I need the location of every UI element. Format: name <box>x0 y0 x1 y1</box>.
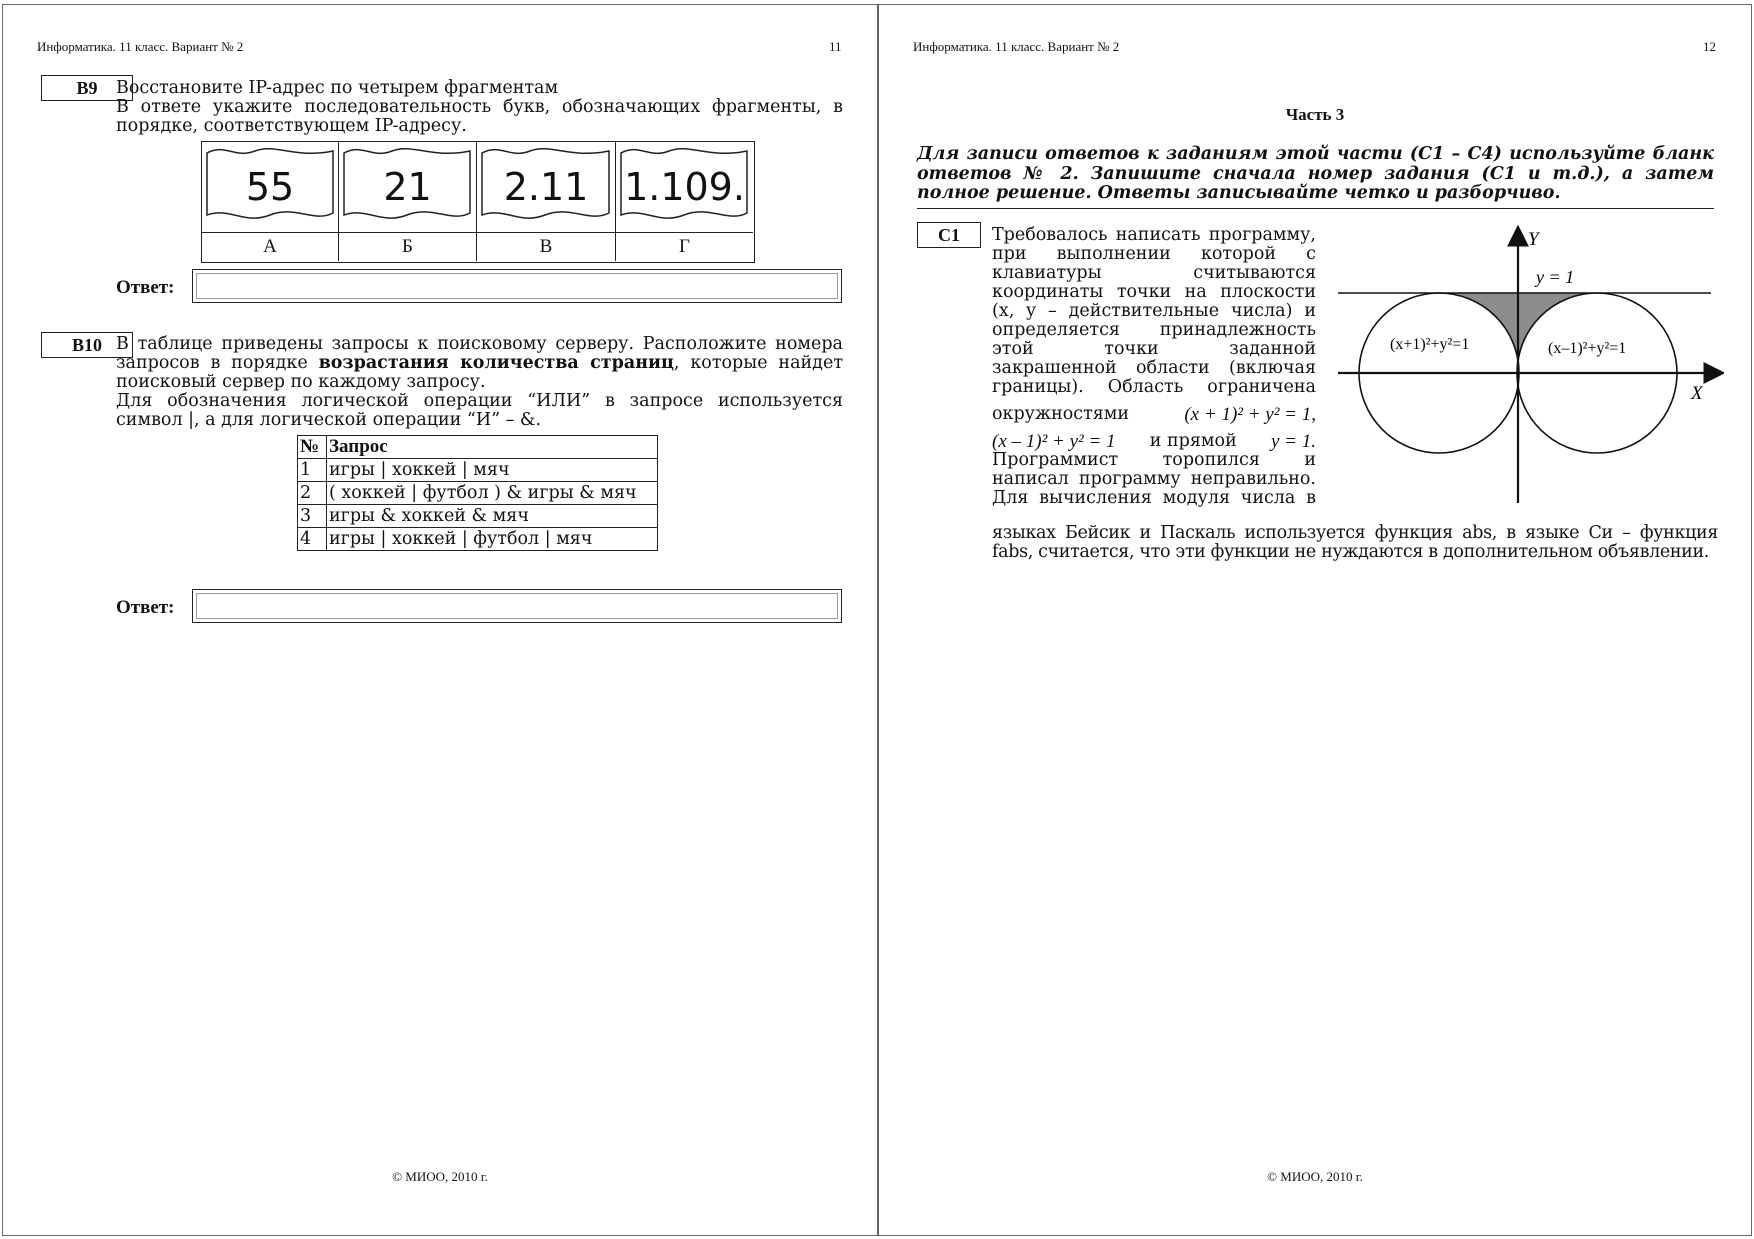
part-title: Часть 3 <box>1285 105 1345 124</box>
answer-label-b9: Ответ: <box>116 277 175 298</box>
c1-line: при выполнении которой с <box>992 244 1316 264</box>
question-label-c1: C1 <box>917 222 981 248</box>
fragment-a <box>202 142 339 261</box>
fragment-value: 21 <box>383 165 432 209</box>
row-query: игры | хоккей | футбол | мяч <box>327 528 658 551</box>
line-label: y = 1 <box>1536 267 1575 287</box>
table-row <box>298 482 658 505</box>
page-number: 12 <box>1703 39 1716 54</box>
fragment-card <box>205 145 335 230</box>
c1-line: клавиатуры считываются <box>992 263 1316 283</box>
page-header: Информатика. 11 класс. Вариант № 2 <box>37 39 244 54</box>
circles-label: окружностями <box>992 404 1130 424</box>
page-footer: © МИОО, 2010 г. <box>1267 1169 1363 1184</box>
row-num: 4 <box>298 528 327 551</box>
row-num: 2 <box>298 482 327 505</box>
header-query: Запрос <box>327 436 658 459</box>
question-label-b10: B10 <box>41 332 133 358</box>
row-query: ( хоккей | футбол ) & игры & мяч <box>327 482 658 505</box>
right-circle-label: (x–1)²+y²=1 <box>1548 340 1627 357</box>
header-num: № <box>298 436 327 459</box>
b10-p1-end: , которые найдет поисковый сервер по каждому запросу. <box>116 353 844 392</box>
c1-equation-line <box>992 424 1316 451</box>
b10-text <box>116 335 843 430</box>
b9-text <box>116 79 843 136</box>
y-axis-label: Y <box>1528 229 1539 250</box>
c1-line: этой точки заданной <box>992 339 1316 359</box>
b10-p1-bold: возрастания количества страниц <box>318 353 674 373</box>
c1-line: определяется принадлежность <box>992 320 1316 340</box>
c1-line: границы). Область ограничена <box>992 377 1316 397</box>
left-circle-label: (x+1)²+y²=1 <box>1390 336 1470 353</box>
row-num: 3 <box>298 505 327 528</box>
table-header-row <box>298 436 658 459</box>
fragment-value: 1.109. <box>624 165 745 209</box>
table-row <box>298 528 658 551</box>
b10-p1-start: В таблице приведены запросы к поисковому серверу. Расположите номера запросов в порядке <box>116 334 843 373</box>
and-line-label: и прямой <box>1149 431 1237 451</box>
c1-line: координаты точки на плоскости <box>992 282 1316 302</box>
c1-line: Программист торопился и <box>992 450 1316 470</box>
answer-label-b10: Ответ: <box>116 597 175 618</box>
row-num: 1 <box>298 459 327 482</box>
c1-line: закрашенной области (включая <box>992 358 1316 378</box>
table-row <box>298 505 658 528</box>
divider <box>917 208 1714 209</box>
c1-line: Требовалось написать программу, <box>992 225 1316 245</box>
c1-line: (x, y – действительные числа) и <box>992 301 1316 321</box>
c1-narrow-text <box>992 226 1316 508</box>
page-header: Информатика. 11 класс. Вариант № 2 <box>913 39 1120 54</box>
question-label-b9: B9 <box>41 75 133 101</box>
b10-paragraph1 <box>116 335 843 392</box>
table-row <box>298 459 658 482</box>
fragment-d <box>616 142 753 261</box>
b10-paragraph2: Для обозначения логической операции “ИЛИ” в запросе используется символ |, а для логической операции “И” – &. <box>116 391 843 430</box>
page-number: 11 <box>829 39 842 54</box>
answer-field-b10[interactable] <box>192 589 842 623</box>
fragment-value: 2.11 <box>503 165 589 209</box>
c1-wide-text: языках Бейсик и Паскаль используется функция abs, в языке Си – функция fabs, считается, что эти функции не нуждаются в дополнительном объявлении. <box>992 523 1718 562</box>
x-axis-label: X <box>1691 383 1703 404</box>
row-query: игры & хоккей & мяч <box>327 505 658 528</box>
query-table <box>297 435 658 551</box>
equation-circle-right: (x – 1)² + y² = 1 <box>992 431 1116 452</box>
fragment-c <box>477 142 616 261</box>
fragment-letter: Г <box>616 232 753 261</box>
part-instructions: Для записи ответов к заданиям этой части (С1 – С4) используйте бланк ответов № 2. Запишите сначала номер задания (С1 и т.д.), а затем полное решение. Ответы записывайте четко и разборчиво. <box>917 144 1714 203</box>
region-graph <box>1338 225 1724 505</box>
right-page <box>878 4 1752 1236</box>
fragment-letter: Б <box>339 232 476 261</box>
ip-fragments <box>201 141 755 263</box>
equation-circle-left: (x + 1)² + y² = 1, <box>1184 404 1316 425</box>
b9-line1: Восстановите IP-адрес по четырем фрагментам <box>116 78 559 98</box>
answer-field-b9[interactable] <box>192 269 842 303</box>
equation-line: y = 1. <box>1270 431 1316 452</box>
c1-line: Для вычисления модуля числа в <box>992 488 1316 508</box>
fragment-card <box>342 145 473 230</box>
page-footer: © МИОО, 2010 г. <box>392 1169 488 1184</box>
fragment-card <box>619 145 750 230</box>
row-query: игры | хоккей | мяч <box>327 459 658 482</box>
b9-line2: В ответе укажите последовательность букв, обозначающих фрагменты, в порядке, соответствующем IP-адресу. <box>116 97 843 136</box>
fragment-card <box>480 145 612 230</box>
fragment-letter: В <box>477 232 615 261</box>
fragment-b <box>339 142 477 261</box>
fragment-value: 55 <box>245 165 295 209</box>
left-page <box>2 4 878 1236</box>
fragment-letter: А <box>202 232 338 261</box>
c1-line: написал программу неправильно. <box>992 469 1316 489</box>
c1-equation-line <box>992 397 1316 424</box>
